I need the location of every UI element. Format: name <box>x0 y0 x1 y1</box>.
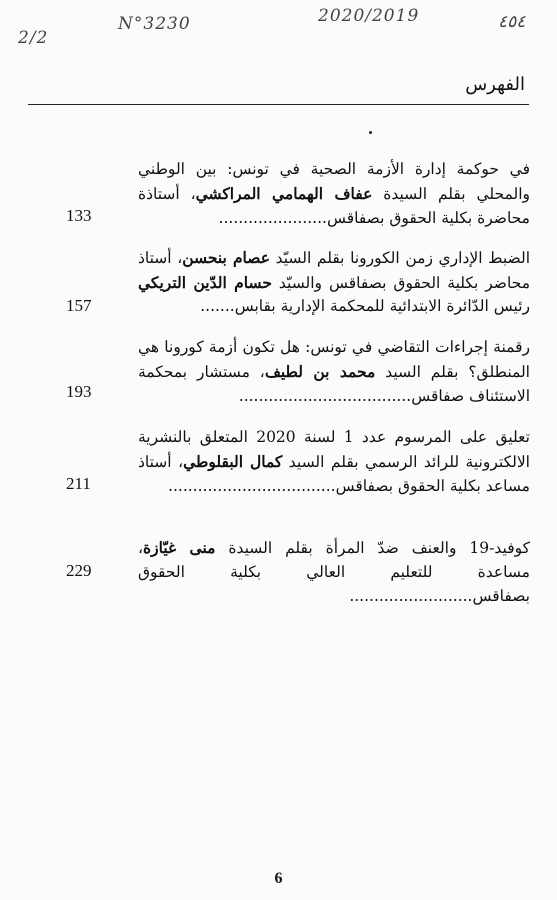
entry-title: الضبط الإداري زمن الكورونا بقلم السيّد <box>269 249 531 267</box>
entry-page-number: 157 <box>66 296 92 315</box>
entry-title: تعليق على المرسوم عدد 1 لسنة 2020 المتعلق بالنشرية الالكترونية للرائد الرسمي بقلم السيد <box>138 428 530 471</box>
entry-author: عصام بنحسن <box>182 248 270 267</box>
dot-leader: ...................... <box>218 209 327 227</box>
entry-title: في حوكمة إدارة الأزمة الصحية في تونس: بين الوطني والمحلي بقلم السيدة <box>138 160 530 203</box>
toc-entry-text <box>138 246 530 319</box>
entry-affiliation: ، مساعدة للتعليم العالي بكلية الحقوق بصفاقس <box>138 539 530 605</box>
toc-entry <box>40 426 530 506</box>
entry-affiliation: ، مستشار بمحكمة الاستئناف صفاقس <box>138 362 530 405</box>
dot-leader: .................................. <box>168 477 336 495</box>
toc-entry <box>40 536 530 605</box>
page-header <box>28 74 529 105</box>
entry-author-2: حسام الدّين التريكي <box>138 272 272 292</box>
toc-entry <box>40 246 530 326</box>
entry-page-number: 193 <box>66 382 92 401</box>
entry-page-number: 133 <box>66 206 92 225</box>
toc-entry <box>40 336 530 416</box>
toc-entry-text <box>138 158 530 231</box>
entry-affiliation: ، أستاذة محاضرة بكلية الحقوق بصفاقس <box>138 184 530 227</box>
page-title: الفهرس <box>465 74 525 95</box>
toc-entry-text <box>138 536 530 609</box>
handwritten-code: ٤٥٤ <box>498 12 526 32</box>
entry-affiliation-2: رئيس الدّائرة الابتدائية للمحكمة الإدارية بقابس <box>234 297 530 315</box>
dot-leader: ....... <box>200 297 235 315</box>
stray-dot <box>369 131 372 134</box>
toc-entry-text <box>138 426 530 499</box>
entry-author: محمد بن لطيف <box>264 361 376 381</box>
handwritten-page-fraction: 2/2 <box>18 28 49 48</box>
entry-title: كوفيد-19 والعنف ضدّ المرأة بقلم السيدة <box>215 539 530 557</box>
entry-author: عفاف الهمامي المراكشي <box>195 183 373 203</box>
entry-page-number: 229 <box>66 561 92 580</box>
page-number: 6 <box>274 870 283 887</box>
dot-leader: ......................... <box>349 587 473 605</box>
entry-affiliation: ، أستاذ محاضر بكلية الحقوق بصفاقس والسيّد <box>138 249 530 292</box>
entry-page-number: 211 <box>66 474 91 493</box>
entry-title: رقمنة إجراءات التقاضي في تونس: هل تكون أزمة كورونا هي المنطلق؟ بقلم السيد <box>138 338 530 381</box>
entry-author: منى غيّازة <box>143 538 216 557</box>
toc-entry <box>40 158 530 238</box>
handwritten-reference-number: N°3230 <box>118 14 191 34</box>
entry-author: كمال البقلوطي <box>183 451 283 471</box>
entry-affiliation: ، أستاذ مساعد بكلية الحقوق بصفاقس <box>138 452 530 495</box>
handwritten-date: 2020/2019 <box>318 6 420 26</box>
toc-entry-text <box>138 336 530 409</box>
dot-leader: ................................... <box>238 387 412 405</box>
